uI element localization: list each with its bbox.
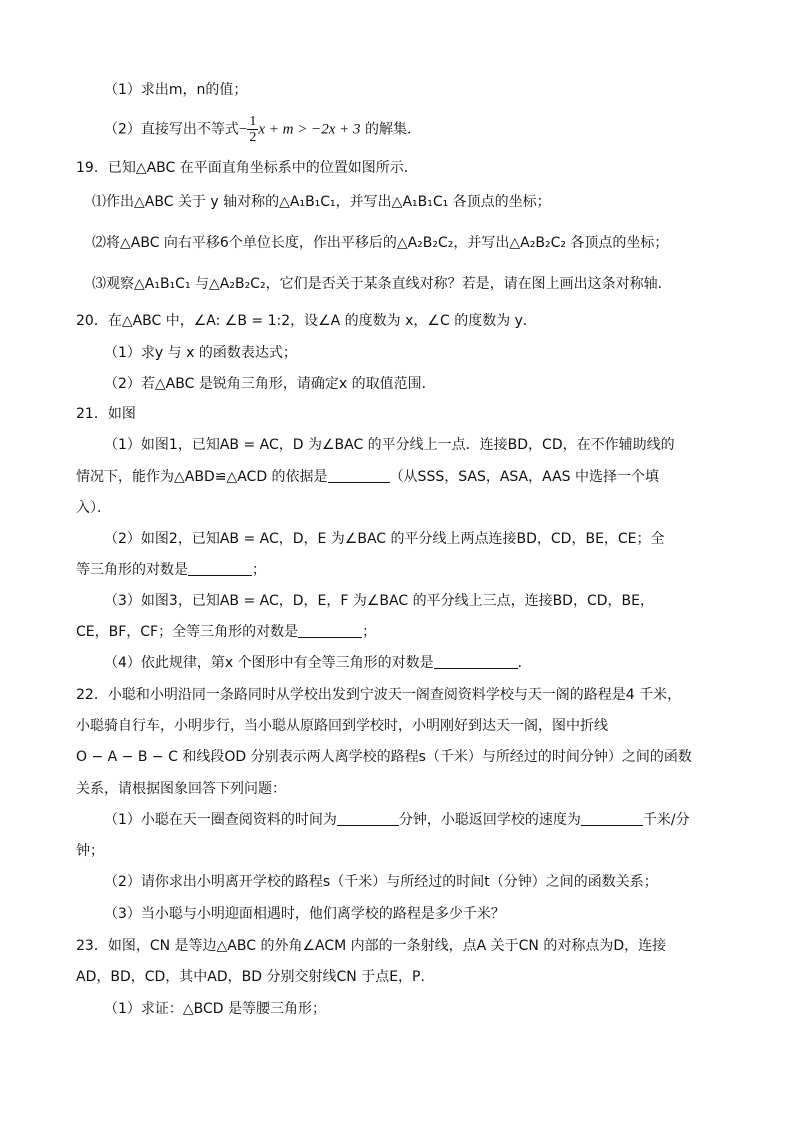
- q19-part3: ⑶观察△A₁B₁C₁ 与△A₂B₂C₂，它们是否关于某条直线对称？若是，请在图上画出这条对称轴．: [92, 276, 672, 292]
- q18-part1: （1）求出m，n的值；: [104, 82, 248, 98]
- q21-part2-line2: 等三角形的对数是 ；: [76, 562, 266, 578]
- q23-line2: AD，BD，CD，其中AD，BD 分别交射线CN 于点E，P．: [76, 969, 435, 985]
- q23-line1: 23．如图，CN 是等边△ABC 的外角∠ACM 内部的一条射线，点A 关于CN 的对称点为D，连接: [76, 938, 667, 954]
- q22-part1-line2: 钟；: [76, 843, 104, 859]
- answer-blank[interactable]: [298, 623, 362, 638]
- q22-part2: （2）请你求出小明离开学校的路程s（千米）与所经过的时间t（分钟）之间的函数关系；: [104, 874, 658, 890]
- answer-blank[interactable]: [188, 561, 252, 576]
- q22-line4: 关系，请根据图象回答下列问题：: [76, 781, 286, 797]
- q21-part3-line2: CE，BF，CF；全等三角形的对数是 ；: [76, 624, 377, 640]
- q19-part1: ⑴作出△ABC 关于 y 轴对称的△A₁B₁C₁，并写出△A₁B₁C₁ 各顶点的坐标；: [92, 194, 551, 210]
- answer-blank[interactable]: [328, 468, 390, 483]
- q20-part1: （1）求y 与 x 的函数表达式；: [104, 345, 297, 361]
- answer-blank[interactable]: [434, 654, 518, 669]
- q21-stem: 21．如图: [76, 406, 136, 422]
- q22-line2: 小聪骑自行车，小明步行，当小聪从原路回到学校时，小明刚好到达天一阁，图中折线: [76, 718, 608, 734]
- q21-part1-line1: （1）如图1，已知AB = AC，D 为∠BAC 的平分线上一点．连接BD，CD，在不作辅助线的: [104, 437, 675, 453]
- q21-part3-line1: （3）如图3，已知AB = AC，D，E，F 为∠BAC 的平分线上三点，连接BD，CD，BE，: [104, 593, 654, 609]
- q19-stem: 19．已知△ABC 在平面直角坐标系中的位置如图所示．: [76, 160, 418, 176]
- q21-part2-line1: （2）如图2，已知AB = AC，D，E 为∠BAC 的平分线上两点连接BD，CD，BE，CE；全: [104, 531, 665, 547]
- q21-part1-line3: 入）．: [76, 500, 111, 516]
- q22-line1: 22．小聪和小明沿同一条路同时从学校出发到宁波天一阁查阅资料学校与天一阁的路程是4 千米，: [76, 687, 682, 703]
- q20-part2: （2）若△ABC 是锐角三角形，请确定x 的取值范围．: [104, 376, 436, 392]
- q21-part4: （4）依此规律，第x 个图形中有全等三角形的对数是 ．: [104, 655, 532, 671]
- fraction-one-half: $\frac{1}{2}$: [249, 114, 257, 145]
- q19-part2: ⑵将△ABC 向右平移6个单位长度，作出平移后的△A₂B₂C₂，并写出△A₂B₂C₂ 各顶点的坐标；: [92, 235, 669, 251]
- q22-part1-line1: （1）小聪在天一圈查阅资料的时间为 分钟，小聪返回学校的速度为 千米/分: [104, 812, 690, 828]
- q21-part1-line2: 情况下，能作为△ABD≌△ACD 的依据是 （从SSS，SAS，ASA，AAS 中选择一个填: [76, 469, 660, 485]
- q22-part3: （3）当小聪与小明迎面相遇时，他们离学校的路程是多少千米？: [104, 906, 505, 922]
- q22-line3: O − A − B − C 和线段OD 分别表示两人离学校的路程s（千米）与所经过的时间分钟）之间的函数: [76, 749, 692, 765]
- answer-blank[interactable]: [337, 811, 399, 826]
- answer-blank[interactable]: [581, 811, 643, 826]
- q23-part1: （1）求证：△BCD 是等腰三角形；: [104, 1001, 327, 1017]
- q20-stem: 20．在△ABC 中，∠A: ∠B = 1:2，设∠A 的度数为 x，∠C 的度数为 y．: [76, 313, 537, 329]
- q18-part2: （2）直接写出不等式− $\frac{1}{2}$ x + m > −2x + 3 的解集．: [104, 114, 421, 145]
